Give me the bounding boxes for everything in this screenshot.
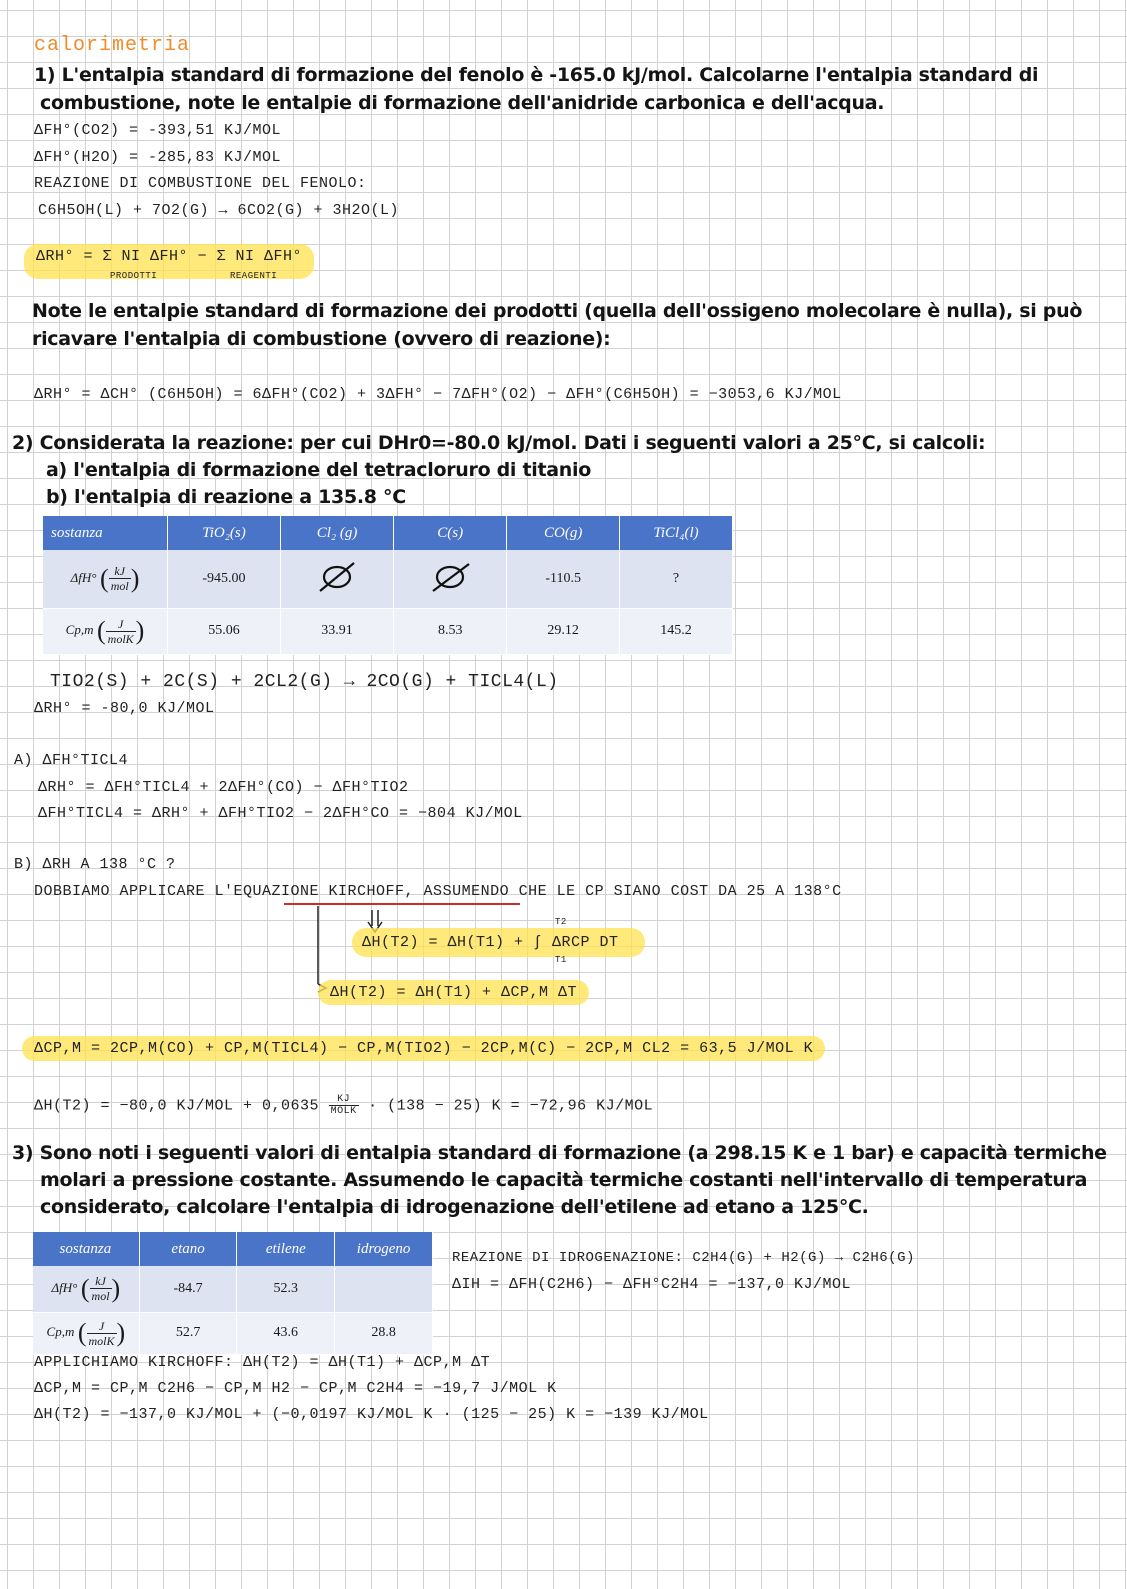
integral-upper-limit: T2 [555, 917, 567, 927]
page-title: calorimetria [34, 34, 191, 57]
table-cell: 43.6 [237, 1312, 335, 1354]
problem-1-text: 1) L'entalpia standard di formazione del fenolo è -165.0 kJ/mol. Calcolarne l'entalpia standard di [34, 64, 1039, 86]
formula-text: ΔH(T2) = ΔH(T1) + ∫ ΔRCP DT [362, 934, 619, 951]
handwritten-line: ΔFH°(H2O) = -285,83 KJ/MOL [34, 149, 282, 166]
problem-3-text: molari a pressione costante. Assumendo le capacità termiche costanti nell'intervallo di temperatura [40, 1169, 1088, 1191]
table-header: etilene [237, 1232, 335, 1266]
highlighted-formula [318, 980, 589, 1005]
formula-subscript: REAGENTI [230, 271, 278, 281]
handwritten-line: REAZIONE DI COMBUSTIONE DEL FENOLO: [34, 175, 367, 192]
table-cell: 8.53 [394, 608, 507, 654]
handwritten-line [34, 1094, 653, 1117]
result-line: ΔRH° = ΔCH° (C6H5OH) = 6ΔFH°(CO2) + 3ΔFH° − 7ΔFH°(O2) − ΔFH°(C6H5OH) = −3053,6 KJ/MOL [34, 386, 842, 403]
note-text: Note le entalpie standard di formazione dei prodotti (quella dell'ossigeno molecolare è nulla), si può [32, 300, 1083, 322]
unit-denominator: mol [91, 1289, 110, 1304]
unit-denominator: molK [107, 631, 134, 646]
table-header: Cl₂ (g) [280, 516, 393, 550]
null-value-icon [312, 560, 362, 592]
row-label-text: Cp,m [65, 622, 94, 638]
formula-subscript: PRODOTTI [110, 271, 158, 281]
handwritten-line: DOBBIAMO APPLICARE L'EQUAZIONE KIRCHOFF, ASSUMENDO CHE LE CP SIANO COST DA 25 A 138°C [34, 883, 842, 900]
table-cell: 29.12 [507, 608, 620, 654]
row-label-text: Cp,m [46, 1324, 75, 1340]
unit-denominator: molK [88, 1333, 115, 1348]
formula-text: ΔRH° = Σ ΝI ΔFH° − Σ ΝI ΔFH° [36, 248, 303, 265]
table-cell: -110.5 [507, 550, 620, 608]
problem-3-text: considerato, calcolare l'entalpia di idrogenazione dell'etilene ad etano a 125°C. [40, 1196, 869, 1218]
reaction-equation: C6H5OH(L) + 7O2(G) → 6CO2(G) + 3H2O(L) [38, 202, 400, 219]
integral-lower-limit: T1 [555, 955, 567, 965]
subpart-title: A) ΔFH°TICL4 [14, 752, 129, 769]
row-label: Cp,m ( $\frac{J}{\text{molK}}$ ) [43, 608, 168, 654]
null-value-icon [425, 560, 475, 592]
handwritten-line: APPLICHIAMO KIRCHOFF: ΔH(T2) = ΔH(T1) + ΔCP,M ΔT [34, 1354, 491, 1371]
table-cell: 28.8 [335, 1312, 433, 1354]
table-cell: 52.3 [237, 1266, 335, 1312]
handwritten-line: ΔIH = ΔFH(C2H6) − ΔFH°C2H4 = −137,0 KJ/MOL [452, 1276, 852, 1293]
formula-text: ΔH(T2) = ΔH(T1) + ΔCP,M ΔT [330, 984, 578, 1001]
table-cell: -945.00 [168, 550, 281, 608]
row-label-text: ΔfH° [70, 569, 97, 585]
handwritten-line: ΔH(T2) = −137,0 KJ/MOL + (−0,0197 KJ/MOL K · (125 − 25) K = −139 KJ/MOL [34, 1406, 709, 1423]
reaction-equation: TIO2(S) + 2C(S) + 2CL2(G) → 2CO(G) + TICL4(L) [50, 672, 559, 692]
table-header: C(s) [394, 516, 507, 550]
table-cell: 55.06 [168, 608, 281, 654]
table-cell [335, 1266, 433, 1312]
problem-2-text: 2) Considerata la reazione: per cui DHr0=-80.0 kJ/mol. Dati i seguenti valori a 25°C, si calcoli: [12, 432, 986, 454]
problem-2-text: a) l'entalpia di formazione del tetracloruro di titanio [46, 459, 591, 481]
formula-text: ΔCP,M = 2CP,M(CO) + CP,M(TICL4) − CP,M(TIO2) − 2CP,M(C) − 2CP,M CL2 = 63,5 J/MOL K [34, 1040, 814, 1057]
table-header: CO(g) [507, 516, 620, 550]
table-cell [394, 550, 507, 608]
problem-3-text: 3) Sono noti i seguenti valori di entalpia standard di formazione (a 298.15 K e 1 bar) e capacità termiche [12, 1142, 1107, 1164]
table-cell: 52.7 [139, 1312, 237, 1354]
properties-table-2 [43, 516, 733, 655]
handwritten-line: ΔRH° = -80,0 KJ/MOL [34, 700, 215, 717]
table-cell: 145.2 [619, 608, 732, 654]
table-header: TiO₂(s) [168, 516, 281, 550]
unit-numerator: J [87, 1319, 117, 1334]
handwritten-line: REAZIONE DI IDROGENAZIONE: C2H4(G) + H2(G) → C2H6(G) [452, 1250, 915, 1266]
row-label: Cp,m ( $\frac{J}{\text{molK}}$ ) [33, 1312, 139, 1354]
handwritten-line: ΔCP,M = CP,M C2H6 − CP,M H2 − CP,M C2H4 = −19,7 J/MOL K [34, 1380, 557, 1397]
table-cell: 33.91 [280, 608, 393, 654]
row-label: ΔfH° ( $\frac{kJ}{\text{mol}}$ ) [33, 1266, 139, 1312]
table-header: sostanza [43, 516, 168, 550]
table-header: idrogeno [335, 1232, 433, 1266]
result-part: · (138 − 25) K = −72,96 KJ/MOL [368, 1097, 654, 1115]
note-text: ricavare l'entalpia di combustione (ovvero di reazione): [32, 328, 611, 350]
row-label-text: ΔfH° [51, 1279, 78, 1295]
properties-table-3 [33, 1232, 433, 1355]
subpart-title: B) ΔRH A 138 °C ? [14, 856, 176, 873]
unit-numerator: kJ [90, 1274, 112, 1289]
problem-1-text: combustione, note le entalpie di formazione dell'anidride carbonica e dell'acqua. [40, 92, 885, 114]
unit-denominator: mol [110, 579, 129, 594]
table-cell: ? [619, 550, 732, 608]
handwritten-line: ΔFH°(CO2) = -393,51 KJ/MOL [34, 122, 282, 139]
handwritten-line: ΔRH° = ΔFH°TICL4 + 2ΔFH°(CO) − ΔFH°TIO2 [38, 779, 409, 796]
unit-denominator: MOLK [330, 1106, 357, 1117]
table-header: sostanza [33, 1232, 139, 1266]
table-cell: -84.7 [139, 1266, 237, 1312]
table-header: TiCl₄(l) [619, 516, 732, 550]
problem-2-text: b) l'entalpia di reazione a 135.8 °C [46, 486, 406, 508]
unit-numerator: J [106, 617, 136, 632]
highlighted-formula [22, 1036, 825, 1061]
table-cell [280, 550, 393, 608]
result-part: ΔH(T2) = −80,0 KJ/MOL + 0,0635 [34, 1097, 320, 1115]
handwritten-line: ΔFH°TICL4 = ΔRH° + ΔFH°TIO2 − 2ΔFH°CO = −804 KJ/MOL [38, 805, 523, 822]
row-label: ΔfH° ( $\frac{kJ}{\text{mol}}$ ) [43, 550, 168, 608]
highlighted-formula [352, 928, 645, 957]
table-header: etano [139, 1232, 237, 1266]
unit-numerator: KJ [329, 1094, 359, 1106]
unit-numerator: kJ [109, 564, 131, 579]
